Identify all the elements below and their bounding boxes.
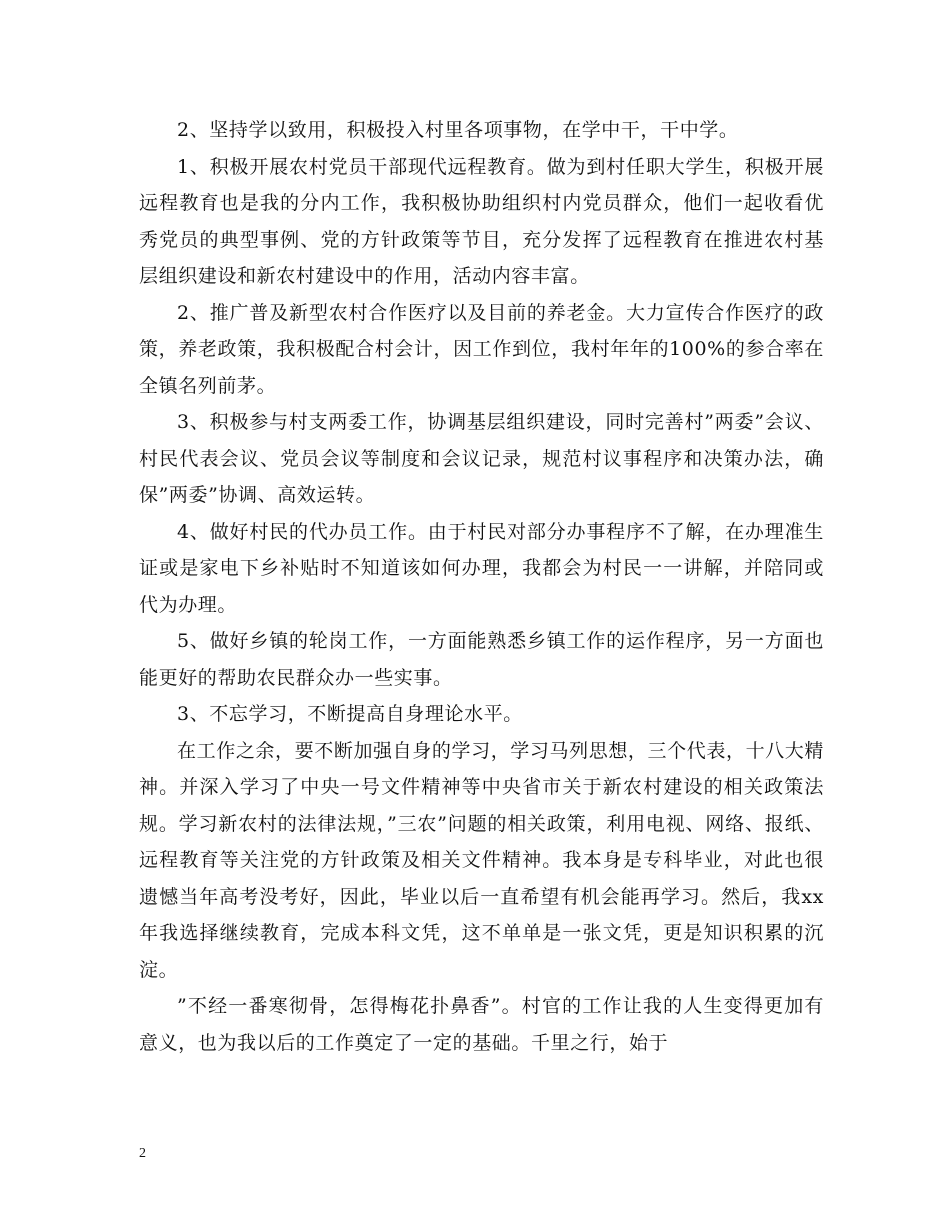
document-body: [139, 112, 824, 1061]
paragraph-section-heading-3: 3、不忘学习，不断提高自身理论水平。: [177, 703, 523, 725]
paragraph-closing: ”不经一番寒彻骨，怎得梅花扑鼻香”。村官的工作让我的人生变得更加有意义，也为我以后的工作奠定了一定的基础。千里之行，始于: [139, 995, 824, 1054]
paragraph-item-1-remote-education: 1、积极开展农村党员干部现代远程教育。做为到村任职大学生，积极开展远程教育也是我的分内工作，我积极协助组织村内党员群众，他们一起收看优秀党员的典型事例、党的方针政策等节目，充分发挥了远程教育在推进农村基层组织建设和新农村建设中的作用，活动内容丰富。: [139, 155, 824, 287]
paragraph-item-2-medical-cooperation: 2、推广普及新型农村合作医疗以及目前的养老金。大力宣传合作医疗的政策，养老政策，我积极配合村会计，因工作到位，我村年年的100%的参合率在全镇名列前茅。: [139, 301, 824, 397]
paragraph-item-4-agent-work: 4、做好村民的代办员工作。由于村民对部分办事程序不了解，在办理准生证或是家电下乡补贴时不知道该如何办理，我都会为村民一一讲解，并陪同或代为办理。: [139, 520, 824, 616]
paragraph-item-5-rotation-work: 5、做好乡镇的轮岗工作，一方面能熟悉乡镇工作的运作程序，另一方面也能更好的帮助农民群众办一些实事。: [139, 630, 824, 689]
paragraph-item-3-two-committees: 3、积极参与村支两委工作，协调基层组织建设，同时完善村”两委”会议、村民代表会议、党员会议等制度和会议记录，规范村议事程序和决策办法，确保”两委”协调、高效运转。: [139, 411, 824, 506]
page-number: 2: [139, 1146, 146, 1161]
paragraph-section-heading-2: 2、坚持学以致用，积极投入村里各项事物，在学中干，干中学。: [177, 119, 739, 141]
paragraph-study-body: 在工作之余，要不断加强自身的学习，学习马列思想，三个代表，十八大精神。并深入学习了中央一号文件精神等中央省市关于新农村建设的相关政策法规。学习新农村的法律法规，”三农”问题的相关政策，利用电视、网络、报纸、远程教育等关注党的方针政策及相关文件精神。我本身是专科毕业，对此也很遗憾当年高考没考好，因此，毕业以后一直希望有机会能再学习。然后，我xx年我选择继续教育，完成本科文凭，这不单单是一张文凭，更是知识积累的沉淀。: [139, 739, 824, 981]
